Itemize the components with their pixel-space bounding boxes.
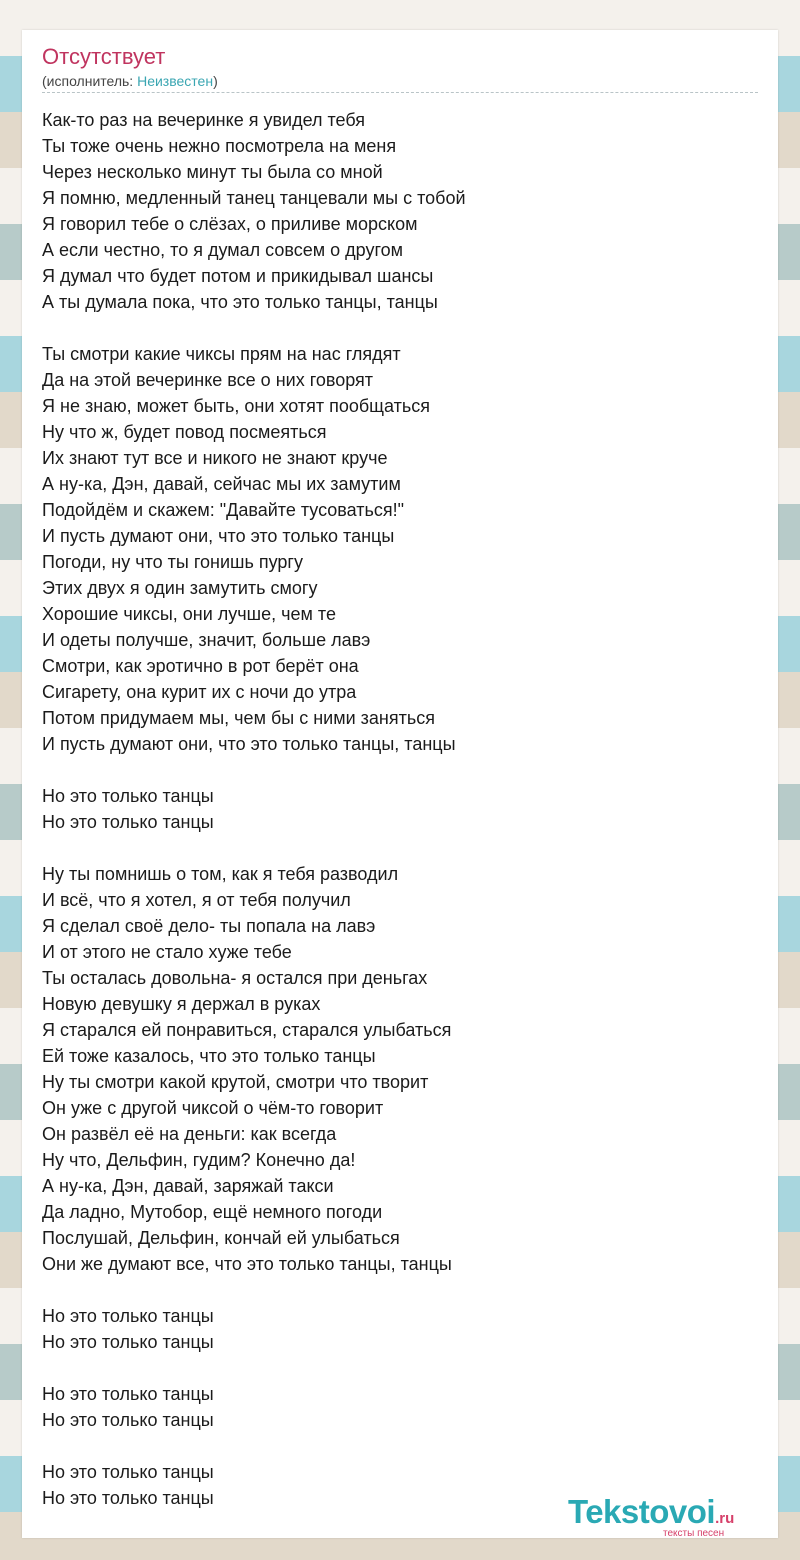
lyrics-line: Ну что ж, будет повод посмеяться — [42, 422, 327, 442]
lyrics-blank-line — [42, 835, 466, 861]
lyrics-line: Как-то раз на вечеринке я увидел тебя — [42, 110, 365, 130]
lyrics-line: Но это только танцы — [42, 1384, 214, 1404]
lyrics-card — [22, 30, 778, 1538]
lyrics-line: Но это только танцы — [42, 1410, 214, 1430]
lyrics-line: Ей тоже казалось, что это только танцы — [42, 1046, 376, 1066]
lyrics-line: А если честно, то я думал совсем о другом — [42, 240, 403, 260]
site-logo[interactable] — [568, 1493, 735, 1539]
lyrics-line: Ну что, Дельфин, гудим? Конечно да! — [42, 1150, 356, 1170]
lyrics-line: Погоди, ну что ты гонишь пургу — [42, 552, 303, 572]
lyrics-line: Но это только танцы — [42, 812, 214, 832]
lyrics-line: Да ладно, Мутобор, ещё немного погоди — [42, 1202, 383, 1222]
lyrics-line: Я сделал своё дело- ты попала на лавэ — [42, 916, 376, 936]
lyrics-line: Но это только танцы — [42, 786, 214, 806]
lyrics-blank-line — [42, 1355, 466, 1381]
lyrics-line: Их знают тут все и никого не знают круче — [42, 448, 388, 468]
lyrics-line: А ты думала пока, что это только танцы, танцы — [42, 292, 438, 312]
lyrics-blank-line — [42, 1277, 466, 1303]
lyrics-line: Но это только танцы — [42, 1332, 214, 1352]
lyrics-line: Они же думают все, что это только танцы, танцы — [42, 1254, 452, 1274]
lyrics-line: Этих двух я один замутить смогу — [42, 578, 318, 598]
artist-line — [42, 72, 218, 90]
lyrics-line: Хорошие чиксы, они лучше, чем те — [42, 604, 336, 624]
lyrics-line: Я говорил тебе о слёзах, о приливе морском — [42, 214, 418, 234]
lyrics-line: Но это только танцы — [42, 1488, 214, 1508]
artist-suffix: ) — [213, 73, 218, 89]
lyrics-blank-line — [42, 757, 466, 783]
lyrics-line: Он уже с другой чиксой о чём-то говорит — [42, 1098, 384, 1118]
lyrics-line: И пусть думают они, что это только танцы, танцы — [42, 734, 456, 754]
lyrics-line: Ты осталась довольна- я остался при деньгах — [42, 968, 428, 988]
logo-tld: .ru — [715, 1510, 735, 1527]
lyrics-line: Ну ты смотри какой крутой, смотри что творит — [42, 1072, 429, 1092]
artist-link[interactable]: Неизвестен — [137, 73, 214, 89]
lyrics-line: Новую девушку я держал в руках — [42, 994, 321, 1014]
artist-prefix: (исполнитель: — [42, 73, 138, 89]
lyrics-line: Но это только танцы — [42, 1306, 214, 1326]
lyrics-line: Я старался ей понравиться, старался улыбаться — [42, 1020, 452, 1040]
lyrics-line: Потом придумаем мы, чем бы с ними заняться — [42, 708, 435, 728]
lyrics-line: Подойдём и скажем: "Давайте тусоваться!" — [42, 500, 405, 520]
logo-tagline: тексты песен — [663, 1528, 725, 1539]
lyrics-line: Через несколько минут ты была со мной — [42, 162, 383, 182]
logo-word: Tekstovoi — [568, 1493, 716, 1530]
lyrics-line: Я думал что будет потом и прикидывал шансы — [42, 266, 434, 286]
lyrics-line: Ну ты помнишь о том, как я тебя разводил — [42, 864, 399, 884]
lyrics-line: Да на этой вечеринке все о них говорят — [42, 370, 374, 390]
lyrics-text — [42, 107, 466, 1511]
lyrics-line: А ну-ка, Дэн, давай, заряжай такси — [42, 1176, 334, 1196]
lyrics-line: Ты смотри какие чиксы прям на нас глядят — [42, 344, 401, 364]
title-divider — [42, 92, 758, 93]
lyrics-line: И всё, что я хотел, я от тебя получил — [42, 890, 351, 910]
lyrics-blank-line — [42, 315, 466, 341]
lyrics-line: Я помню, медленный танец танцевали мы с тобой — [42, 188, 466, 208]
lyrics-line: Я не знаю, может быть, они хотят пообщаться — [42, 396, 430, 416]
lyrics-line: А ну-ка, Дэн, давай, сейчас мы их замутим — [42, 474, 401, 494]
lyrics-line: Послушай, Дельфин, кончай ей улыбаться — [42, 1228, 400, 1248]
lyrics-line: Сигарету, она курит их с ночи до утра — [42, 682, 357, 702]
lyrics-line: И пусть думают они, что это только танцы — [42, 526, 395, 546]
lyrics-line: Но это только танцы — [42, 1462, 214, 1482]
lyrics-line: И одеты получше, значит, больше лавэ — [42, 630, 371, 650]
lyrics-line: Он развёл её на деньги: как всегда — [42, 1124, 337, 1144]
lyrics-line: И от этого не стало хуже тебе — [42, 942, 292, 962]
lyrics-line: Ты тоже очень нежно посмотрела на меня — [42, 136, 397, 156]
lyrics-line: Смотри, как эротично в рот берёт она — [42, 656, 359, 676]
lyrics-blank-line — [42, 1433, 466, 1459]
song-title: Отсутствует — [42, 44, 166, 69]
